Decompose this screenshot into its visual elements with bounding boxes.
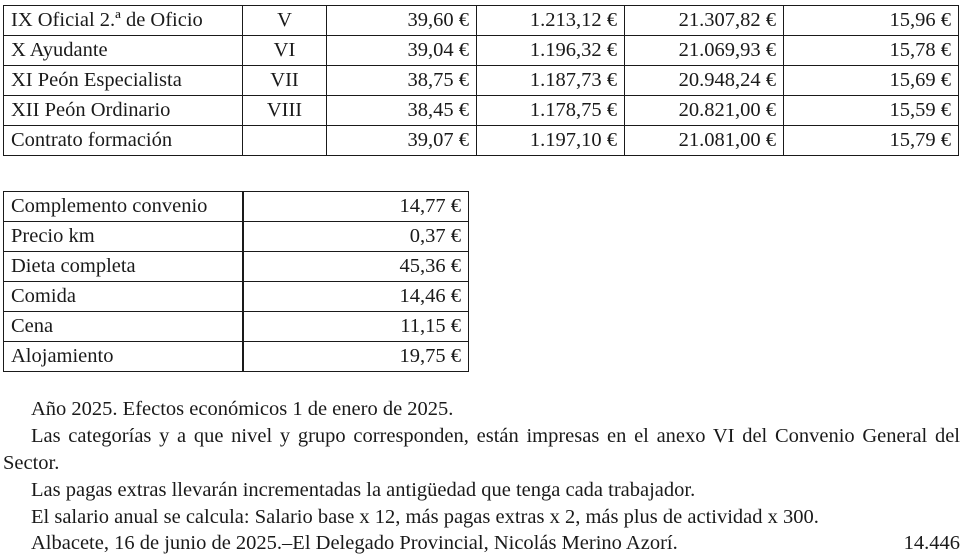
salary-table-body: [4, 6, 959, 156]
salary-table-row: [4, 66, 959, 96]
salary-table-row: [4, 126, 959, 156]
salary-table: [3, 5, 959, 156]
table-cell: 14,77 €: [243, 192, 468, 222]
salary-table-row: [4, 36, 959, 66]
table-cell: 39,07 €: [327, 126, 477, 156]
table-cell: 1.187,73 €: [477, 66, 625, 96]
table-cell: Cena: [4, 312, 243, 342]
concepts-table-row: [4, 192, 469, 222]
table-cell: 15,59 €: [784, 96, 959, 126]
table-cell: 1.213,12 €: [477, 6, 625, 36]
table-cell: Contrato formación: [4, 126, 243, 156]
paragraph-extra-pay-note: Las pagas extras llevarán incrementadas la antigüedad que tenga cada trabajador.: [31, 479, 696, 501]
concepts-table: [3, 191, 469, 372]
table-cell: IX Oficial 2.ª de Oficio: [4, 6, 243, 36]
table-cell: X Ayudante: [4, 36, 243, 66]
concepts-table-row: [4, 342, 469, 372]
table-cell: 38,75 €: [327, 66, 477, 96]
table-cell: 15,79 €: [784, 126, 959, 156]
table-cell: 15,78 €: [784, 36, 959, 66]
signature-text: Albacete, 16 de junio de 2025.–El Delegado Provincial, Nicolás Merino Azorí.: [31, 532, 678, 554]
table-cell: 15,96 €: [784, 6, 959, 36]
concepts-table-row: [4, 222, 469, 252]
table-cell: 15,69 €: [784, 66, 959, 96]
table-cell: VII: [243, 66, 327, 96]
table-cell: V: [243, 6, 327, 36]
table-cell: 19,75 €: [243, 342, 468, 372]
table-cell: 45,36 €: [243, 252, 468, 282]
salary-table-row: [4, 96, 959, 126]
table-cell: 1.196,32 €: [477, 36, 625, 66]
table-cell: Precio km: [4, 222, 243, 252]
table-cell: VIII: [243, 96, 327, 126]
table-cell: XI Peón Especialista: [4, 66, 243, 96]
table-cell: 21.307,82 €: [625, 6, 784, 36]
table-cell: 1.197,10 €: [477, 126, 625, 156]
table-cell: 38,45 €: [327, 96, 477, 126]
concepts-table-row: [4, 282, 469, 312]
paragraph-annual-salary-note: El salario anual se calcula: Salario base x 12, más pagas extras x 2, más plus de actividad x 300.: [31, 506, 819, 528]
table-cell: 39,04 €: [327, 36, 477, 66]
table-cell: [243, 126, 327, 156]
table-cell: 1.178,75 €: [477, 96, 625, 126]
table-cell: XII Peón Ordinario: [4, 96, 243, 126]
reference-number: 14.446: [903, 532, 960, 554]
table-cell: Alojamiento: [4, 342, 243, 372]
table-cell: Complemento convenio: [4, 192, 243, 222]
table-cell: 14,46 €: [243, 282, 468, 312]
concepts-table-body: [4, 192, 469, 372]
table-cell: 20.821,00 €: [625, 96, 784, 126]
table-cell: Comida: [4, 282, 243, 312]
table-cell: 20.948,24 €: [625, 66, 784, 96]
paragraph-effective-date: Año 2025. Efectos económicos 1 de enero de 2025.: [31, 398, 454, 420]
salary-table-row: [4, 6, 959, 36]
signature-line: [3, 530, 960, 557]
table-cell: 11,15 €: [243, 312, 468, 342]
paragraph-categories-note: Las categorías y a que nivel y grupo corresponden, están impresas en el anexo VI del Convenio General del Sector.: [3, 425, 960, 474]
table-cell: 39,60 €: [327, 6, 477, 36]
table-cell: Dieta completa: [4, 252, 243, 282]
concepts-table-row: [4, 252, 469, 282]
table-cell: VI: [243, 36, 327, 66]
table-cell: 0,37 €: [243, 222, 468, 252]
table-cell: 21.069,93 €: [625, 36, 784, 66]
concepts-table-row: [4, 312, 469, 342]
table-cell: 21.081,00 €: [625, 126, 784, 156]
